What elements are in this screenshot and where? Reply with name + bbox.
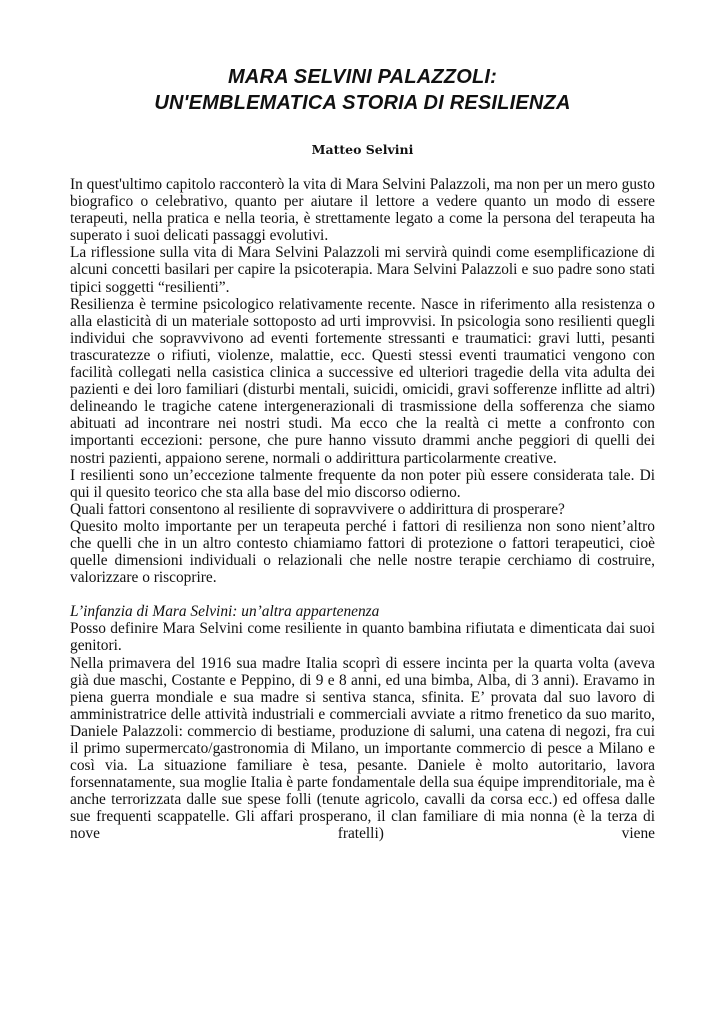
title-line-1: MARA SELVINI PALAZZOLI: — [227, 66, 498, 88]
title-line-2: UN'EMBLEMATICA STORIA DI RESILIENZA — [154, 92, 571, 114]
section-spacer — [70, 586, 655, 603]
author-name: Matteo Selvini — [311, 142, 414, 157]
paragraph: Quali fattori consentono al resiliente di sopravvivere o addirittura di prosperare? — [70, 500, 565, 518]
paragraph: Quesito molto importante per un terapeuta perché i fattori di resilienza non sono nient’altro che quelli che in un altro contesto chiamiamo fattori di protezione o fattori terapeutici, cioè quelle dimensioni individuali o relazionali che nelle nostre terapie cerchiamo di costruire, valorizzare o riscoprire. — [70, 517, 655, 587]
paragraph: La riflessione sulla vita di Mara Selvini Palazzoli mi servirà quindi come esemplificazione di alcuni concetti basilari per capire la psicoterapia. Mara Selvini Palazzoli e suo padre sono stati tipici soggetti “resilienti”. — [70, 244, 655, 296]
paragraph: Posso definire Mara Selvini come resiliente in quanto bambina rifiutata e dimenticata dai suoi genitori. — [70, 620, 655, 655]
section-heading: L’infanzia di Mara Selvini: un’altra appartenenza — [70, 603, 380, 621]
paragraph: Resilienza è termine psicologico relativamente recente. Nasce in riferimento alla resistenza o alla elasticità di un materiale sottoposto ad urti improvvisi. In psicologia sono resilienti quegli individui che sopravvivono ad eventi fortemente stressanti e traumatici: gravi lutti, pesanti trascuratezze o rifiuti, violenze, malattie, ecc. Questi stessi eventi traumatici vengono con facilità collegati nella casistica clinica a successive ed ulteriori tragedie della vita adulta dei pazienti e dei loro familiari (disturbi mentali, suicidi, omicidi, gravi sofferenze inflitte ad altri) delineando le tragiche catene intergenerazionali di trasmissione della sofferenza che siamo abituati ad incontrare nei nostri studi. Ma ecco che la realtà ci mette a confronto con importanti eccezioni: persone, che pure hanno vissuto drammi anche peggiori di quelli dei nostri pazienti, appaiono serene, normali o addirittura particolarmente creative. — [70, 295, 655, 467]
paragraph: I resilienti sono un’eccezione talmente frequente da non poter più essere considerata tale. Di qui il quesito teorico che sta alla base del mio discorso odierno. — [70, 466, 655, 501]
document-body — [70, 176, 655, 843]
title-block — [70, 64, 655, 116]
paragraph: Nella primavera del 1916 sua madre Italia scoprì di essere incinta per la quarta volta (aveva già due maschi, Costante e Peppino, di 9 e 8 anni, ed una bimba, Alba, di 3 anni). Eravamo in piena guerra mondiale e sua madre si sentiva stanca, sfinita. E’ provata dal suo lavoro di amministratrice delle attività industriali e commerciali avviate a ritmo frenetico da suo marito, Daniele Palazzoli: commercio di bestiame, produzione di salumi, una catena di negozi, fra cui il primo supermercato/gastronomia di Milano, un importante commercio di pesce a Milano e così via. La situazione familiare è tesa, pesante. Daniele è molto autoritario, lavora forsennatamente, sua moglie Italia è parte fondamentale della sua équipe imprenditoriale, ma è anche terrorizzata dalle sue spese folli (tenute agricolo, cavalli da corsa ecc.) ed offesa dalle sue frequenti scappatelle. Gli affari prosperano, il clan familiare di mia nonna (è la terza di nove fratelli) viene — [70, 654, 655, 843]
paragraph: In quest'ultimo capitolo racconterò la vita di Mara Selvini Palazzoli, ma non per un mero gusto biografico o celebrativo, quanto per aiutare il lettore a vedere quanto un modo di essere terapeuti, nella pratica e nella teoria, è strettamente legato a come la persona del terapeuta ha superato i suoi delicati passaggi evolutivi. — [70, 176, 655, 245]
